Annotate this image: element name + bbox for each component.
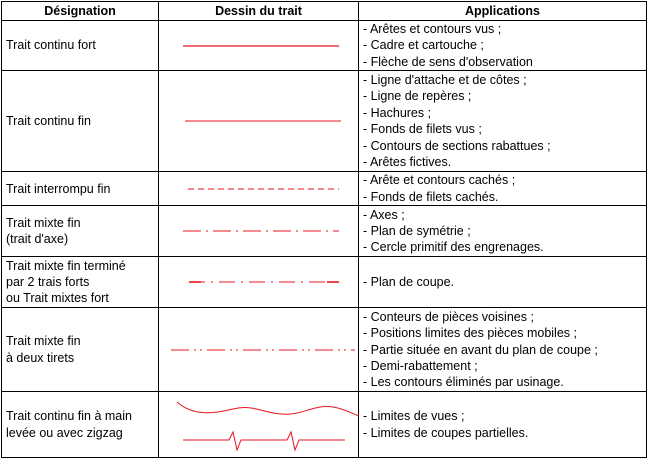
freehand-line <box>177 402 359 416</box>
application-item: - Plan de coupe. <box>363 275 455 290</box>
designation-text: (trait d'axe) <box>6 232 69 247</box>
application-item: - Cadre et cartouche ; <box>363 38 484 53</box>
table-row <box>2 308 647 392</box>
application-item: - Plan de symétrie ; <box>363 224 471 239</box>
dash-dot-line <box>163 221 363 241</box>
application-item: - Cercle primitif des engrenages. <box>363 240 544 255</box>
application-item: - Fonds de filets vus ; <box>363 122 482 137</box>
designation-cell <box>2 206 159 257</box>
zigzag-line <box>183 432 345 450</box>
designation-text: Trait mixte fin <box>6 215 81 230</box>
table-row <box>2 21 647 71</box>
designation-text: Trait mixte fin terminé <box>6 258 126 273</box>
header-designation: Désignation <box>2 2 159 21</box>
application-item: - Arête et contours cachés ; <box>363 173 516 188</box>
table-row <box>2 392 647 458</box>
solid-thick-line <box>163 36 363 56</box>
designation-text: Trait continu fort <box>6 38 96 53</box>
application-item: - Ligne d'attache et de côtes ; <box>363 73 527 87</box>
application-item: - Flèche de sens d'observation <box>363 54 533 69</box>
designation-text: Trait continu fin à main <box>6 409 132 424</box>
designation-text: Trait continu fin <box>6 114 91 129</box>
application-item: - Arêtes et contours vus ; <box>363 22 502 36</box>
designation-text: par 2 trais forts <box>6 275 90 290</box>
freehand-zigzag-lines <box>163 394 363 456</box>
designation-cell <box>2 21 159 71</box>
applications-cell <box>359 172 647 206</box>
line-drawing-cell <box>159 21 359 71</box>
applications-cell <box>359 257 647 308</box>
applications-cell <box>359 71 647 172</box>
application-item: - Limites de coupes partielles. <box>363 425 529 440</box>
dash-dot-ends-line <box>163 272 363 292</box>
applications-cell <box>359 392 647 458</box>
applications-cell <box>359 206 647 257</box>
designation-text: Trait mixte fin <box>6 334 81 349</box>
designation-text: ou Trait mixtes fort <box>6 291 109 306</box>
line-types-table <box>1 1 647 458</box>
line-drawing-cell <box>159 257 359 308</box>
designation-cell <box>2 172 159 206</box>
header-row <box>2 2 647 21</box>
header-applications: Applications <box>359 2 647 21</box>
application-item: - Axes ; <box>363 207 405 222</box>
application-item: - Arêtes fictives. <box>363 155 452 170</box>
application-item: - Les contours éliminés par usinage. <box>363 375 564 390</box>
designation-text: Trait interrompu fin <box>6 181 111 196</box>
application-item: - Ligne de repères ; <box>363 89 472 104</box>
application-item: - Contours de sections rabattues ; <box>363 138 551 153</box>
line-drawing-cell <box>159 71 359 172</box>
designation-cell <box>2 71 159 172</box>
applications-cell <box>359 21 647 71</box>
line-drawing-cell <box>159 392 359 458</box>
application-item: - Conteurs de pièces voisines ; <box>363 309 534 324</box>
line-drawing-cell <box>159 308 359 392</box>
applications-cell <box>359 308 647 392</box>
table-row <box>2 206 647 257</box>
line-drawing-cell <box>159 206 359 257</box>
designation-text: à deux tirets <box>6 350 75 365</box>
solid-thin-line <box>163 111 363 131</box>
designation-text: levée ou avec zigzag <box>6 425 123 440</box>
header-dessin: Dessin du trait <box>159 2 359 21</box>
application-item: - Hachures ; <box>363 105 432 120</box>
designation-cell <box>2 308 159 392</box>
designation-cell <box>2 257 159 308</box>
line-drawing-cell <box>159 172 359 206</box>
application-item: - Demi-rabattement ; <box>363 358 478 373</box>
table-row <box>2 257 647 308</box>
table-row <box>2 172 647 206</box>
application-item: - Partie située en avant du plan de coupe ; <box>363 342 598 357</box>
application-item: - Fonds de filets cachés. <box>363 189 499 204</box>
table-row <box>2 71 647 172</box>
dashed-line <box>163 179 363 199</box>
dash-dot-dot-line <box>163 340 363 360</box>
designation-cell <box>2 392 159 458</box>
application-item: - Limites de vues ; <box>363 409 465 424</box>
application-item: - Positions limites des pièces mobiles ; <box>363 326 577 341</box>
